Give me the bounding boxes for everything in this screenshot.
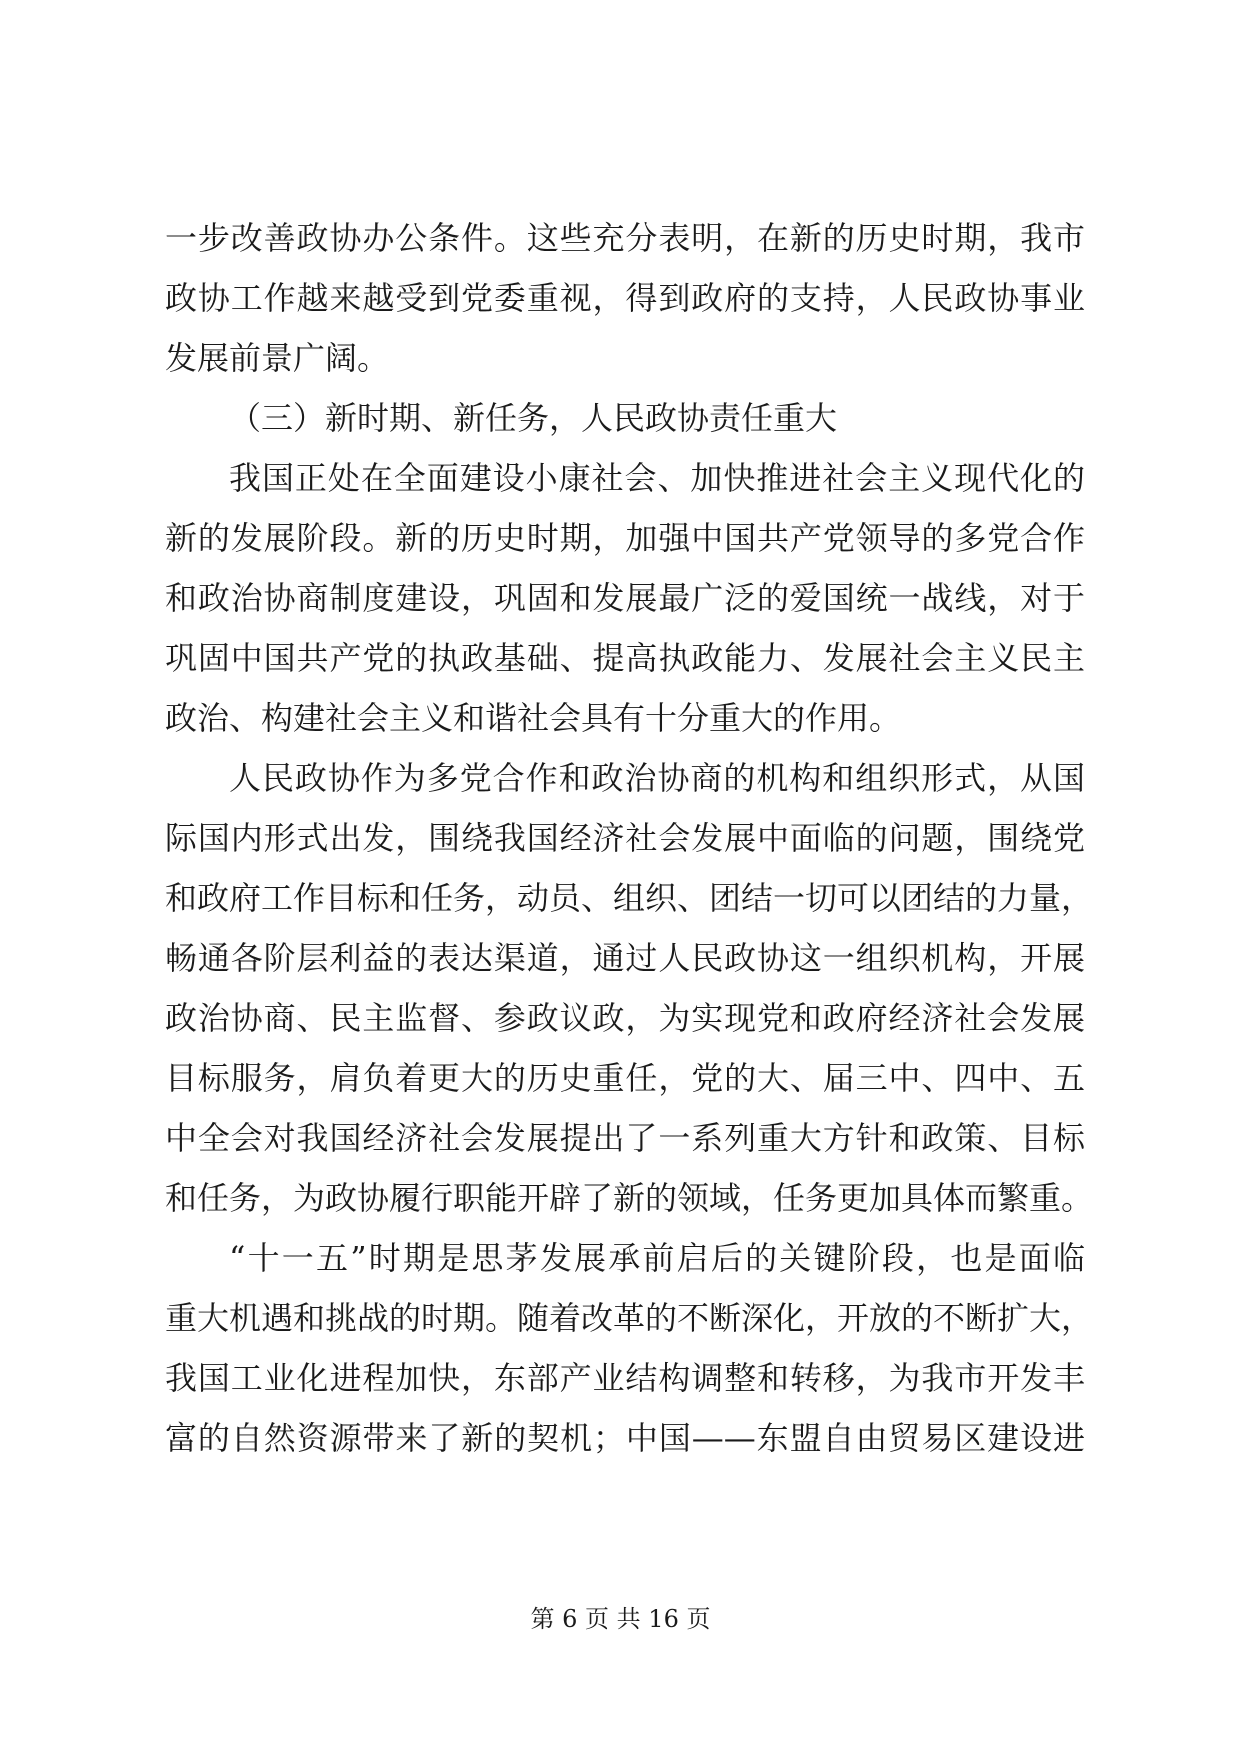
paragraph-line: 际国内形式出发，围绕我国经济社会发展中面临的问题，围绕党 bbox=[165, 819, 1085, 857]
paragraph-line: 富的自然资源带来了新的契机；中国——东盟自由贸易区建设进 bbox=[165, 1419, 1085, 1457]
paragraph-line: 新的发展阶段。新的历史时期，加强中国共产党领导的多党合作 bbox=[165, 519, 1085, 557]
paragraph-line: 和任务，为政协履行职能开辟了新的领域，任务更加具体而繁重。 bbox=[165, 1179, 1094, 1217]
paragraph-line: 目标服务，肩负着更大的历史重任，党的大、届三中、四中、五 bbox=[165, 1059, 1085, 1097]
paragraph-line: “十一五”时期是思茅发展承前启后的关键阶段，也是面临 bbox=[229, 1239, 1085, 1277]
paragraph-line: 巩固中国共产党的执政基础、提高执政能力、发展社会主义民主 bbox=[165, 639, 1085, 677]
paragraph-line: 政治、构建社会主义和谐社会具有十分重大的作用。 bbox=[165, 699, 902, 737]
paragraph-line: 政治协商、民主监督、参政议政，为实现党和政府经济社会发展 bbox=[165, 999, 1085, 1037]
page-footer: 第 6 页 共 16 页 bbox=[530, 1605, 711, 1633]
paragraph-line: 重大机遇和挑战的时期。随着改革的不断深化，开放的不断扩大， bbox=[165, 1299, 1094, 1337]
paragraph-line: 中全会对我国经济社会发展提出了一系列重大方针和政策、目标 bbox=[165, 1119, 1085, 1157]
body-text bbox=[165, 208, 1094, 1468]
paragraph-line: 政协工作越来越受到党委重视，得到政府的支持，人民政协事业 bbox=[165, 279, 1085, 317]
paragraph-line: 和政治协商制度建设，巩固和发展最广泛的爱国统一战线，对于 bbox=[165, 579, 1085, 617]
paragraph-line: 发展前景广阔。 bbox=[165, 339, 390, 377]
paragraph-line: 畅通各阶层利益的表达渠道，通过人民政协这一组织机构，开展 bbox=[165, 939, 1085, 977]
section-heading: （三）新时期、新任务，人民政协责任重大 bbox=[229, 399, 838, 437]
paragraph-line: 我国正处在全面建设小康社会、加快推进社会主义现代化的 bbox=[229, 459, 1085, 497]
paragraph-line: 和政府工作目标和任务，动员、组织、团结一切可以团结的力量， bbox=[165, 879, 1094, 917]
paragraph-line: 一步改善政协办公条件。这些充分表明，在新的历史时期，我市 bbox=[165, 219, 1085, 257]
paragraph-line: 我国工业化进程加快，东部产业结构调整和转移，为我市开发丰 bbox=[165, 1359, 1085, 1397]
paragraph-line: 人民政协作为多党合作和政治协商的机构和组织形式，从国 bbox=[229, 759, 1085, 797]
